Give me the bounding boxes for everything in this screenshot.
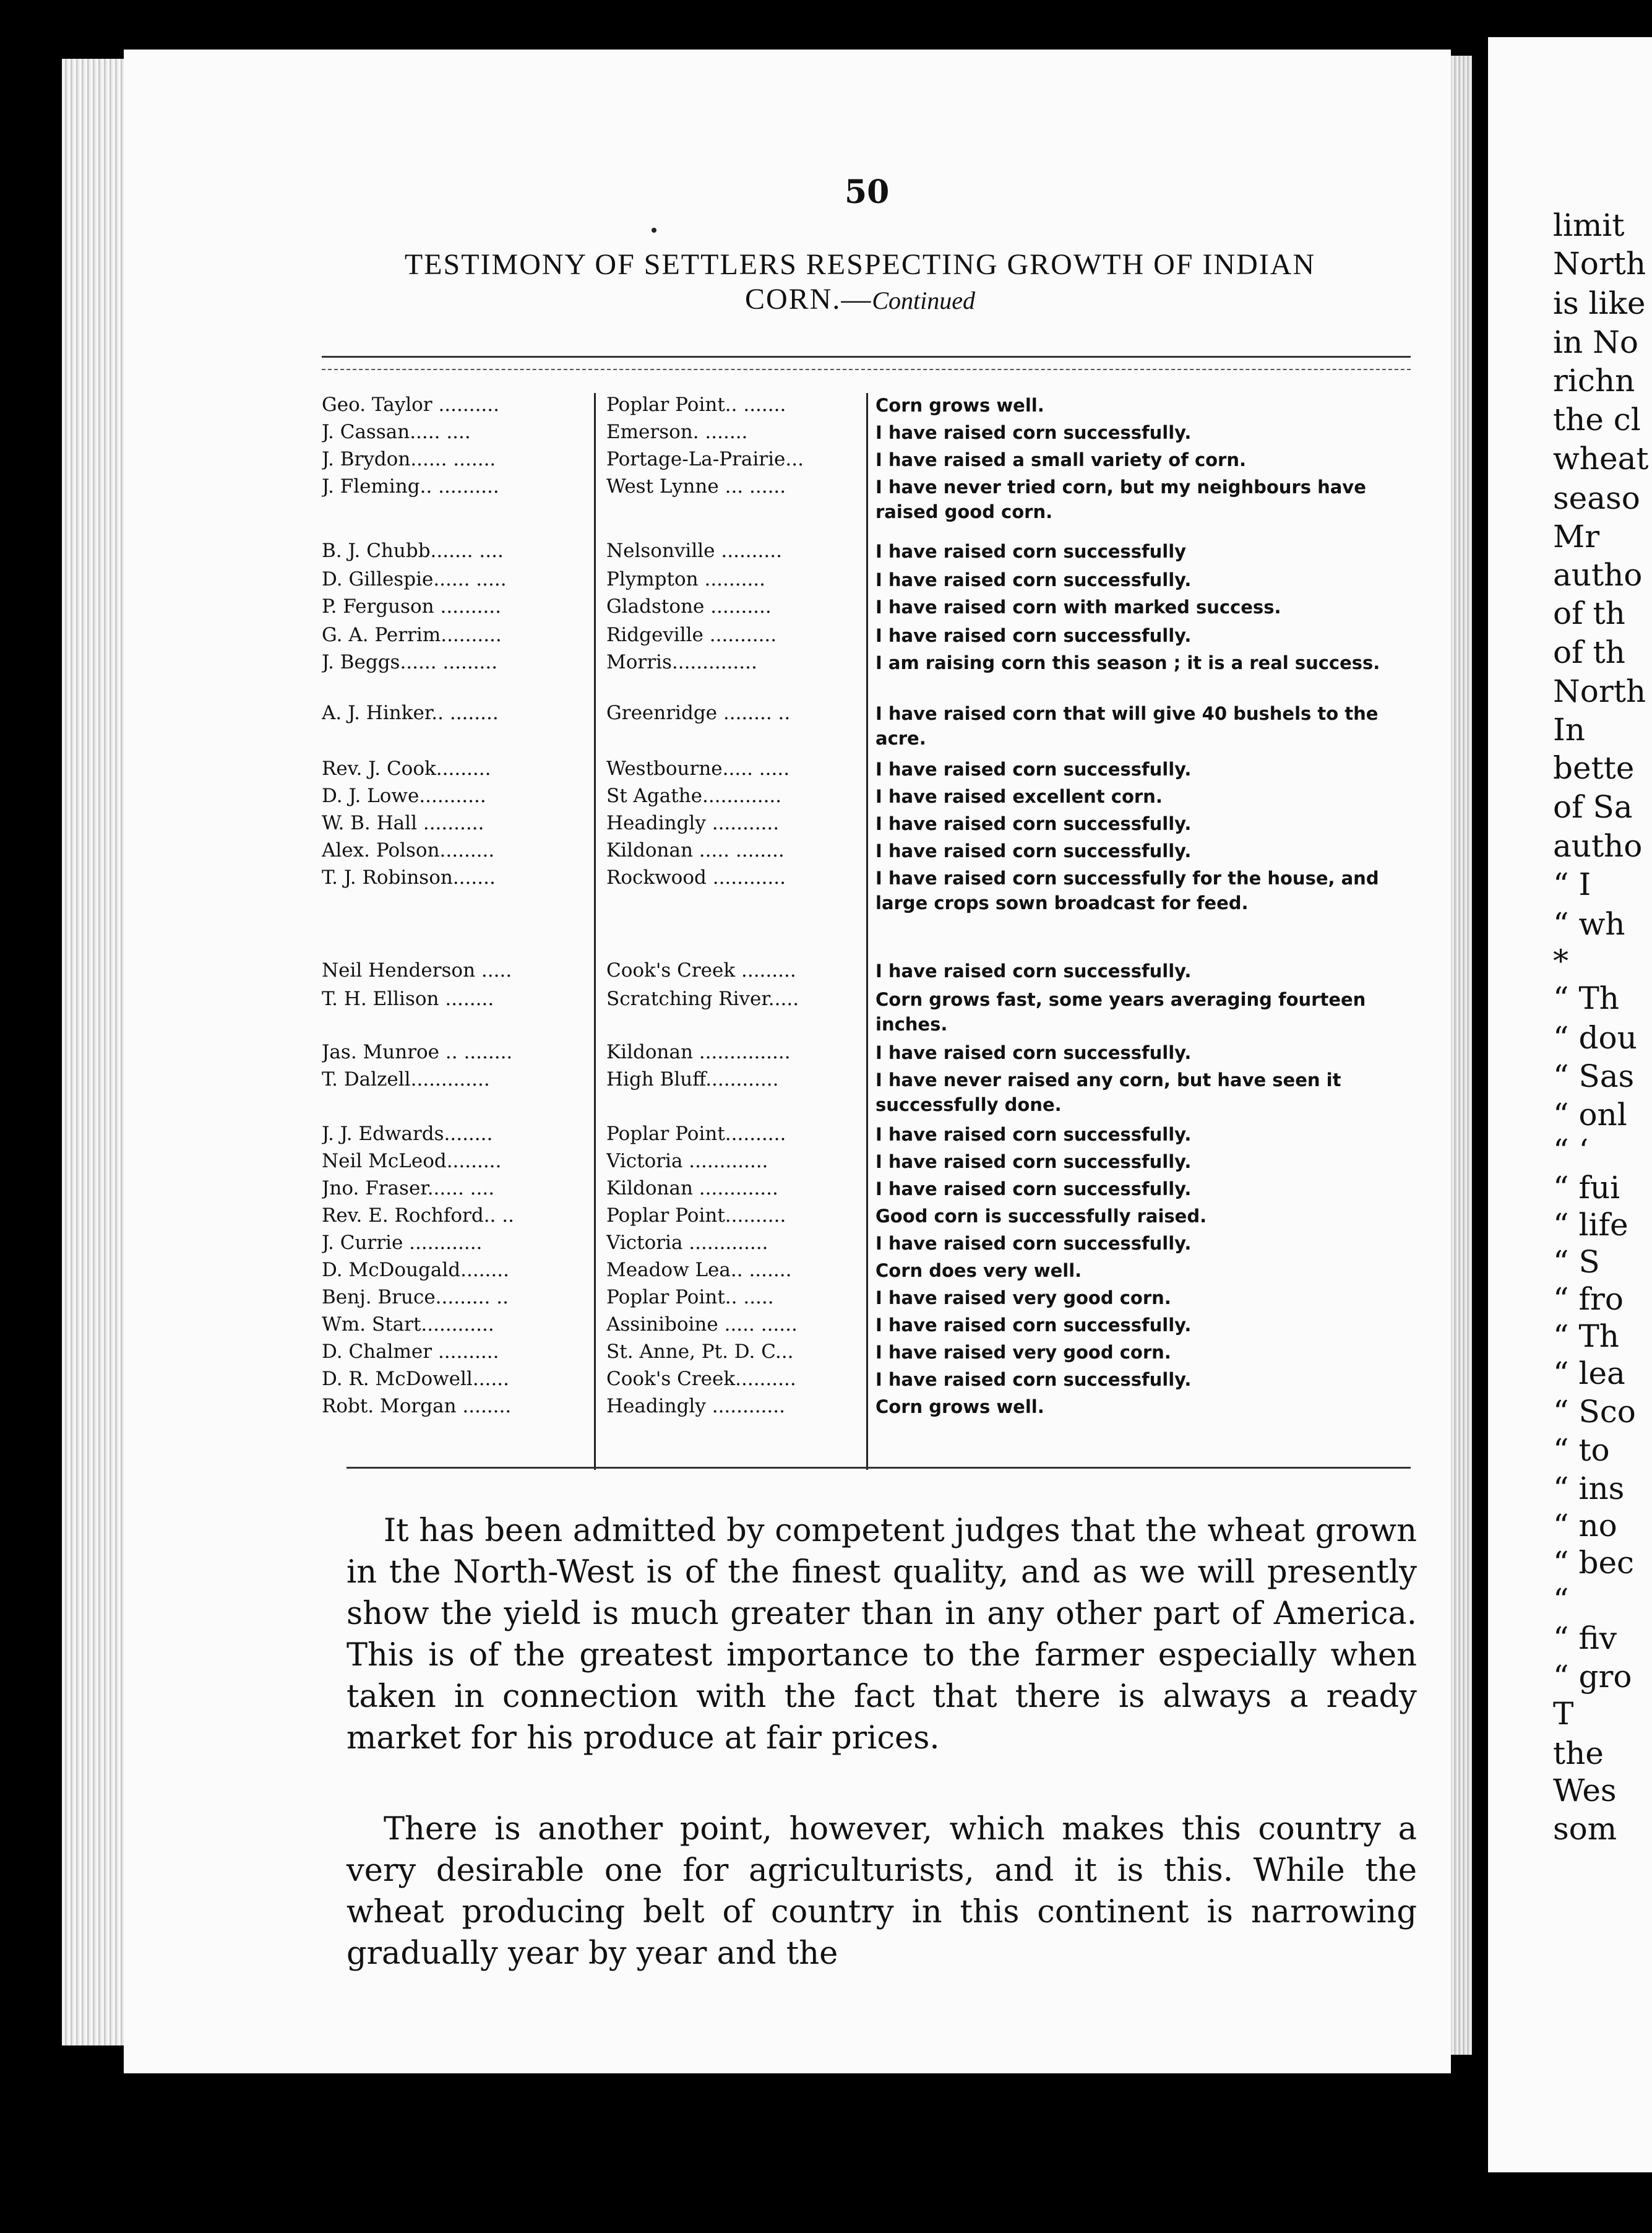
facing-page-line: “ S — [1553, 1244, 1600, 1280]
facing-page-line: autho — [1553, 828, 1643, 864]
settler-name: Robt. Morgan ........ — [322, 1395, 512, 1417]
settler-place: Headingly ........... — [606, 812, 780, 834]
settler-name: J. Fleming.. .......... — [322, 475, 499, 498]
settler-place: Kildonan ..... ........ — [606, 839, 785, 862]
facing-page-line: “ fui — [1553, 1170, 1620, 1206]
table-heading — [334, 248, 1386, 318]
settler-place: Meadow Lea.. ....... — [606, 1259, 792, 1281]
settler-name: D. Chalmer .......... — [322, 1341, 499, 1363]
facing-page-line: “ fro — [1553, 1281, 1624, 1317]
settler-remark: I have raised very good corn. — [875, 1287, 1171, 1308]
facing-page-line: is like — [1553, 285, 1646, 321]
settler-remark: I have never tried corn, but my neighbours have raised good corn. — [875, 477, 1366, 522]
settler-remark: I am raising corn this season ; it is a real success. — [875, 652, 1380, 673]
facing-page-line: “ fiv — [1553, 1620, 1617, 1656]
facing-page-line: “ no — [1553, 1508, 1617, 1544]
settler-name: J. Brydon...... ....... — [322, 448, 496, 470]
facing-page-line: of Sa — [1553, 789, 1633, 825]
settler-remark: I have raised excellent corn. — [875, 786, 1163, 807]
settler-remark: I have raised corn successfully. — [875, 813, 1192, 834]
settler-name: W. B. Hall .......... — [322, 812, 484, 834]
settler-name: Geo. Taylor .......... — [322, 394, 499, 416]
settler-place: Scratching River..... — [606, 988, 799, 1010]
paragraph-2: There is another point, however, which makes this country a very desirable one for agriculturists, and it is this. While the wheat producing belt of country in this continent is narrowing gradually year by year and the — [346, 1811, 1417, 1972]
heading-continued: Continued — [872, 287, 976, 314]
heading-rule — [322, 356, 1411, 358]
table-bottom-rule — [346, 1467, 1411, 1469]
settler-place: Victoria ............. — [606, 1150, 768, 1172]
heading-corn: CORN.— — [744, 283, 872, 316]
heading-line-2 — [334, 282, 1386, 318]
facing-page-line: “ Th — [1553, 1318, 1620, 1354]
facing-page-line: “ lea — [1553, 1355, 1625, 1391]
facing-page-line: T — [1553, 1696, 1574, 1732]
settler-place: Cook's Creek ......... — [606, 959, 796, 982]
column-divider-1 — [594, 393, 596, 1470]
heading-rule-dashed — [322, 369, 1411, 370]
settler-place: Portage-La-Prairie... — [606, 448, 804, 470]
facing-page-line: Wes — [1553, 1773, 1617, 1808]
settler-remark: I have raised corn successfully — [875, 541, 1187, 562]
settler-place: Plympton .......... — [606, 568, 766, 590]
settler-remark: I have raised corn successfully. — [875, 1151, 1192, 1172]
facing-page-line: the — [1553, 1735, 1604, 1771]
settler-place: St. Anne, Pt. D. C... — [606, 1341, 794, 1363]
book-page-right-edge — [1451, 56, 1472, 2055]
settler-name: Rev. J. Cook......... — [322, 758, 491, 780]
facing-page-line: in No — [1553, 324, 1638, 360]
settler-place: Poplar Point.. ....... — [606, 394, 786, 416]
facing-page-line: * — [1553, 943, 1568, 979]
settler-name: Jno. Fraser...... .... — [322, 1177, 495, 1199]
facing-page-line: limit — [1553, 207, 1625, 243]
settler-remark: I have raised a small variety of corn. — [875, 449, 1247, 470]
facing-page-line: “ — [1553, 1582, 1569, 1618]
settler-place: Victoria ............. — [606, 1232, 768, 1254]
settler-place: Rockwood ............ — [606, 866, 786, 889]
settler-name: Neil McLeod......... — [322, 1150, 502, 1172]
paragraph-1: It has been admitted by competent judges that the wheat grown in the North-West is of the finest quality, and as we will presently show the yield is much greater than in any other part of America. This is of the greatest importance to the farmer especially when taken in connection with the fact that there is always a ready market for his produce at fair prices. — [346, 1513, 1417, 1756]
speck-dot — [652, 228, 656, 233]
facing-page-line: “ ‘ — [1553, 1133, 1589, 1168]
settler-name: J. Currie ............ — [322, 1232, 483, 1254]
facing-page-line: seaso — [1553, 480, 1640, 516]
settler-place: St Agathe............. — [606, 785, 782, 807]
settler-place: Poplar Point.......... — [606, 1123, 786, 1145]
settler-name: J. Cassan..... .... — [322, 421, 471, 443]
facing-page-line: “ I — [1553, 866, 1591, 902]
settler-place: Ridgeville ........... — [606, 624, 777, 646]
facing-page-line: the cl — [1553, 402, 1641, 438]
facing-page-line: autho — [1553, 557, 1643, 593]
settler-name: Alex. Polson......... — [322, 839, 495, 862]
settler-remark: I have raised corn with marked success. — [875, 597, 1281, 618]
facing-page — [1488, 37, 1652, 2172]
settler-remark: I have raised corn successfully. — [875, 1315, 1192, 1336]
settler-place: Emerson. ....... — [606, 421, 748, 443]
settler-remark: I have raised corn successfully. — [875, 1233, 1192, 1254]
settler-remark: I have raised corn successfully. — [875, 1042, 1192, 1063]
settler-name: A. J. Hinker.. ........ — [322, 702, 499, 724]
settler-name: P. Ferguson .......... — [322, 595, 502, 618]
facing-page-line: “ dou — [1553, 1020, 1637, 1056]
settler-place: High Bluff............ — [606, 1068, 779, 1091]
facing-page-line: “ wh — [1553, 906, 1625, 942]
facing-page-line: bette — [1553, 750, 1635, 786]
facing-page-line: richn — [1553, 363, 1635, 399]
settler-place: Poplar Point.......... — [606, 1204, 786, 1227]
settler-name: D. Gillespie...... ..... — [322, 568, 507, 590]
settler-name: B. J. Chubb....... .... — [322, 540, 504, 562]
settler-name: J. J. Edwards........ — [322, 1123, 493, 1145]
settler-remark: Corn grows well. — [875, 395, 1044, 416]
settler-remark: Corn does very well. — [875, 1260, 1082, 1281]
settler-remark: Corn grows well. — [875, 1396, 1044, 1417]
settler-name: G. A. Perrim.......... — [322, 624, 502, 646]
facing-page-line: “ to — [1553, 1432, 1610, 1468]
settler-name: D. R. McDowell...... — [322, 1368, 509, 1390]
facing-page-line: “ Sas — [1553, 1058, 1635, 1094]
settler-name: Rev. E. Rochford.. .. — [322, 1204, 514, 1227]
facing-page-line: “ bec — [1553, 1545, 1635, 1581]
settler-name: Jas. Munroe .. ........ — [322, 1041, 513, 1063]
heading-line-1: TESTIMONY OF SETTLERS RESPECTING GROWTH OF INDIAN — [404, 248, 1316, 281]
settler-name: Neil Henderson ..... — [322, 959, 512, 982]
facing-page-line: of th — [1553, 634, 1625, 670]
book-gutter — [1472, 37, 1487, 2191]
settler-place: Greenridge ........ .. — [606, 702, 791, 724]
settler-remark: Good corn is successfully raised. — [875, 1206, 1207, 1227]
facing-page-line: “ onl — [1553, 1097, 1627, 1133]
settler-place: Cook's Creek.......... — [606, 1368, 796, 1390]
settler-name: D. J. Lowe........... — [322, 785, 486, 807]
page-number: 50 — [845, 173, 890, 211]
settler-name: T. H. Ellison ........ — [322, 988, 494, 1010]
settler-remark: I have raised corn successfully. — [875, 840, 1192, 862]
settler-remark: I have raised corn successfully. — [875, 1124, 1192, 1145]
facing-page-line: North — [1553, 673, 1646, 709]
settler-remark: I have never raised any corn, but have seen it successfully done. — [875, 1069, 1341, 1115]
facing-page-line: “ Sco — [1553, 1394, 1636, 1430]
facing-page-line: “ Th — [1553, 980, 1620, 1016]
settler-place: Kildonan ............. — [606, 1177, 778, 1199]
facing-page-line: “ life — [1553, 1207, 1628, 1243]
facing-page-line: wheat — [1553, 441, 1649, 477]
column-divider-2 — [866, 393, 868, 1470]
settler-remark: I have raised corn successfully. — [875, 1369, 1192, 1390]
settler-place: Headingly ............ — [606, 1395, 785, 1417]
settler-place: Assiniboine ..... ...... — [606, 1313, 798, 1336]
facing-page-line: “ ins — [1553, 1471, 1625, 1506]
settler-remark: I have raised corn successfully. — [875, 759, 1192, 780]
settler-place: Westbourne..... ..... — [606, 758, 790, 780]
facing-page-line: som — [1553, 1811, 1617, 1847]
facing-page-line: North — [1553, 246, 1646, 282]
settler-name: J. Beggs...... ......... — [322, 651, 498, 673]
settler-name: D. McDougald........ — [322, 1259, 509, 1281]
settler-place: Poplar Point.. ..... — [606, 1286, 774, 1308]
settler-remark: I have raised corn successfully. — [875, 569, 1192, 590]
settler-remark: I have raised corn successfully. — [875, 625, 1192, 646]
settler-remark: I have raised corn that will give 40 bushels to the acre. — [875, 703, 1379, 749]
settler-remark: I have raised corn successfully. — [875, 1178, 1192, 1199]
settler-place: West Lynne ... ...... — [606, 475, 786, 498]
facing-page-line: Mr — [1553, 519, 1600, 555]
facing-page-line: In — [1553, 712, 1585, 748]
facing-page-line: of th — [1553, 595, 1625, 631]
settler-remark: I have raised corn successfully. — [875, 422, 1192, 443]
settler-remark: I have raised very good corn. — [875, 1342, 1171, 1363]
settler-remark: Corn grows fast, some years averaging fourteen inches. — [875, 989, 1366, 1035]
settler-name: Benj. Bruce......... .. — [322, 1286, 509, 1308]
settler-place: Nelsonville .......... — [606, 540, 782, 562]
settler-name: T. Dalzell............. — [322, 1068, 490, 1091]
settler-remark: I have raised corn successfully. — [875, 961, 1192, 982]
settler-name: T. J. Robinson....... — [322, 866, 496, 889]
settler-place: Gladstone .......... — [606, 595, 772, 618]
facing-page-line: “ gro — [1553, 1659, 1632, 1695]
settler-place: Morris.............. — [606, 651, 757, 673]
settler-name: Wm. Start............ — [322, 1313, 494, 1336]
settler-place: Kildonan ............... — [606, 1041, 791, 1063]
book-page-edges — [62, 59, 130, 2045]
settler-remark: I have raised corn successfully for the house, and large crops sown broadcast for feed. — [875, 868, 1379, 914]
